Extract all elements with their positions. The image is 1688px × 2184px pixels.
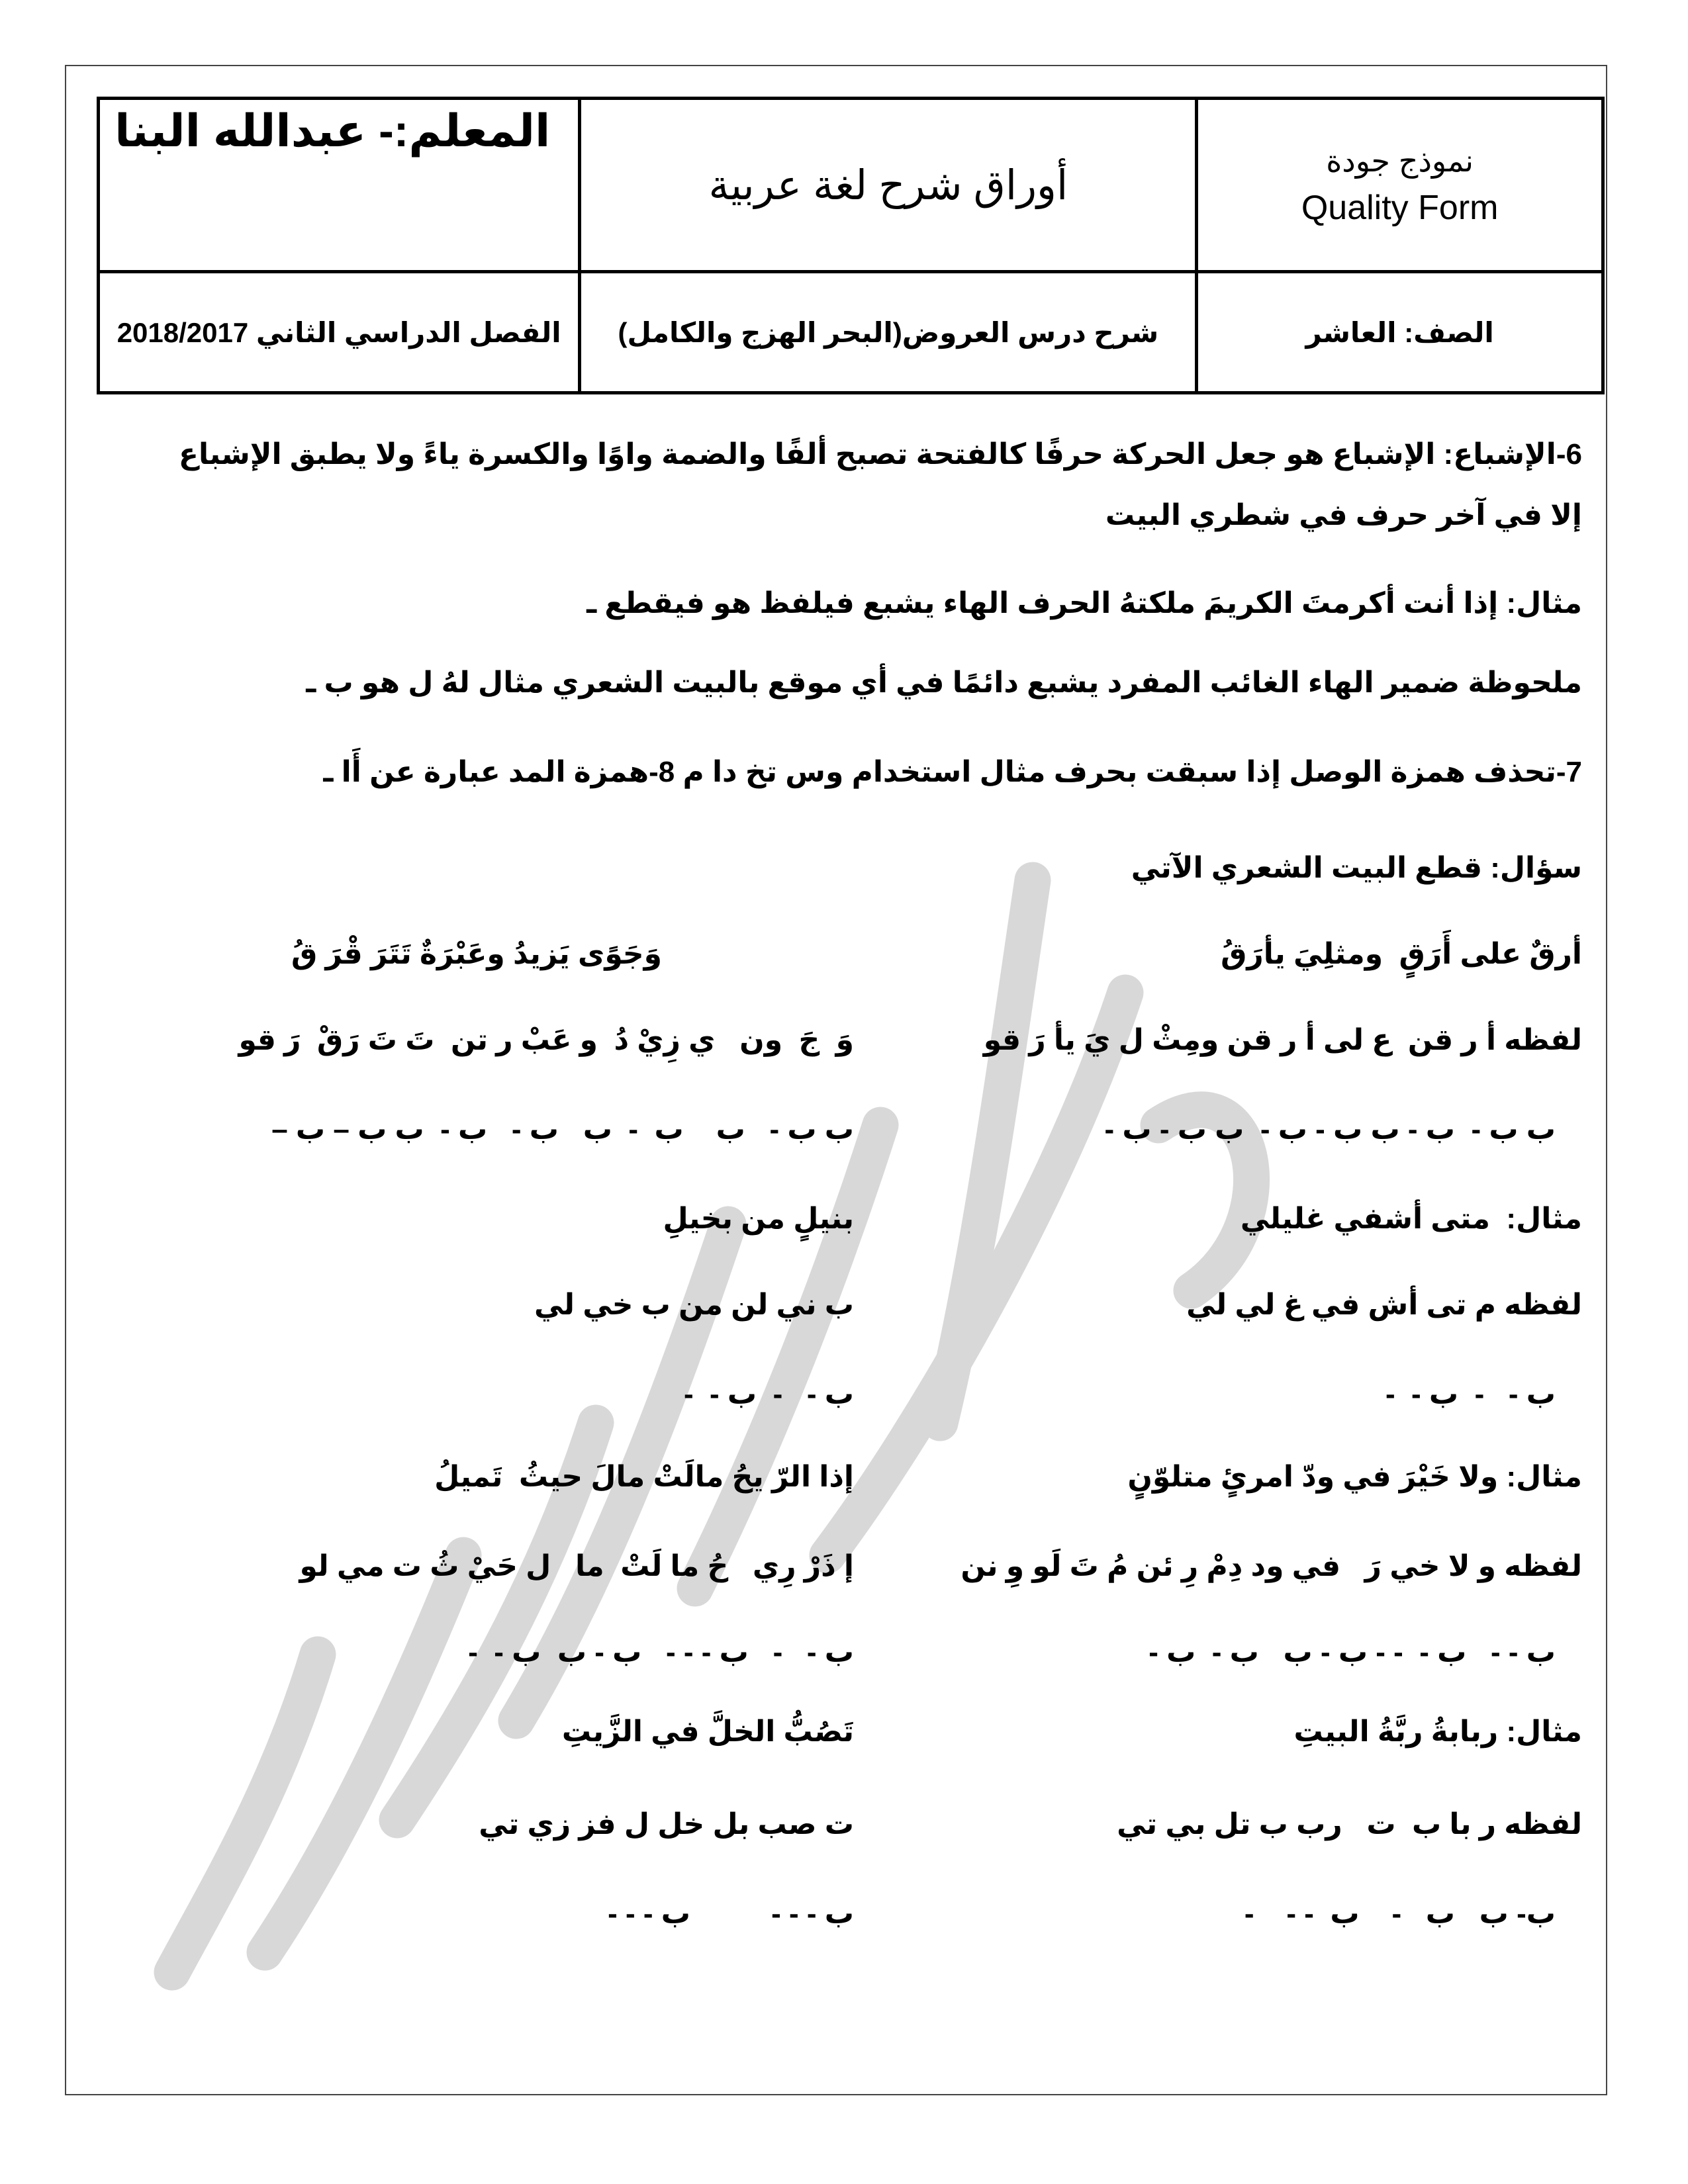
lesson-label: شرح درس العروض(البحر الهزج والكامل) — [580, 272, 1197, 393]
verse-2-scansion-right: ب - - ب - - — [1385, 1378, 1556, 1410]
rule-6-line-2: إلا في آخر حرف في شطري البيت — [1105, 499, 1582, 531]
verse-2-pronunciation-row — [99, 1287, 1582, 1377]
verse-3-scansion-row — [99, 1635, 1582, 1714]
verse-1-row — [99, 936, 1582, 1023]
quality-form-arabic: نموذج جودة — [1326, 143, 1474, 178]
verse-4-scansion-right: ب- ب ب - ب - - - — [1244, 1897, 1556, 1930]
quality-form-english: Quality Form — [1301, 188, 1499, 227]
verse-4-pronunciation-left: ت صب بل خل ل فز زي تي — [479, 1808, 854, 1841]
verse-3-pronunciation-left: إ ذَرْ رِي حُ ما لَتْ ما ل حَيْ ثُ ت مي لو — [299, 1550, 854, 1582]
question-row — [99, 850, 1582, 936]
verse-4-scansion-row — [99, 1896, 1582, 1976]
grade-label: الصف: العاشر — [1197, 272, 1603, 393]
verse-2-scansion-left: ب - - ب - - — [683, 1378, 854, 1410]
verse-3-scansion-right: ب - - ب - - - ب - ب ب - ب - — [1149, 1636, 1556, 1668]
verse-2-pronunciation-left: ب ني لن من ب خي لي — [534, 1289, 854, 1321]
verse-1-pronunciation-row — [99, 1023, 1582, 1112]
verse-4-second-hemistich: تَصُبُّ الخلَّ في الزَّيتِ — [561, 1715, 854, 1748]
header-table — [97, 97, 1605, 394]
quality-form-cell — [1197, 99, 1603, 272]
note-row — [99, 665, 1582, 754]
teacher-name: المعلم:- عبدالله البنا — [99, 99, 580, 272]
rule-6-line-1: 6-الإشباع: الإشباع هو جعل الحركة حرفًا كالفتحة تصبح ألفًا والضمة واوًا والكسرة ياءً ولا يطبق الإشباع — [178, 438, 1582, 471]
rule-7: 7-تحذف همزة الوصل إذا سبقت بحرف مثال استخدام وس تخ دا م 8-همزة المد عبارة عن أَا ـ — [323, 756, 1582, 788]
verse-4-pronunciation-row — [99, 1807, 1582, 1896]
example-1-row — [99, 586, 1582, 665]
document-title: أوراق شرح لغة عربية — [708, 163, 1068, 208]
verse-4-row — [99, 1714, 1582, 1807]
verse-2-pronunciation-right: لفظه م تى أش في غ لي لي — [1186, 1289, 1582, 1321]
verse-4-first-hemistich: مثال: ربابةُ ربَّةُ البيتِ — [1293, 1715, 1582, 1748]
rule-6-row-1 — [99, 437, 1582, 498]
verse-3-row — [99, 1459, 1582, 1549]
verse-4-scansion-left: ب - - - ب - - - — [608, 1897, 854, 1930]
verse-4-pronunciation-right: لفظه ر با ب ت رب ب تل بي تي — [1117, 1808, 1582, 1841]
verse-2-row — [99, 1201, 1582, 1287]
verse-3-first-hemistich: مثال: ولا خَيْرَ في ودّ امرئٍ متلوّنٍ — [1127, 1461, 1582, 1493]
verse-1-scansion-right: ب ب - ب - ب ب - ب - ب ب - ب - — [1104, 1113, 1556, 1146]
verse-3-scansion-left: ب - - ب - - - ب - ب ب - - — [468, 1636, 854, 1668]
title-cell — [580, 99, 1197, 272]
verse-1-scansion-left: ب ب - ب ب - ب ب - ب - ب ب – ب – — [271, 1113, 854, 1146]
verse-1-pronunciation-left: وَ جَ ون ي زِيْ دُ و عَبْ ر تن تَ تَ رَقْ رَ قو — [238, 1024, 854, 1056]
rule-6-row-2 — [99, 498, 1582, 586]
note: ملحوظة ضمير الهاء الغائب المفرد يشبع دائمًا في أي موقع بالبيت الشعري مثال لهُ ل هو ب ـ — [306, 666, 1582, 699]
term-label: الفصل الدراسي الثاني 2018/2017 — [99, 272, 580, 393]
verse-2-first-hemistich: مثال: متى أشفي غليلي — [1240, 1203, 1582, 1235]
example-1: مثال: إذا أنت أكرمتَ الكريمَ ملكتهُ الحرف الهاء يشبع فيلفظ هو فيقطع ـ — [586, 587, 1582, 619]
rule-7-row — [99, 754, 1582, 850]
verse-1-pronunciation-right: لفظه أ ر قن ع لى أ ر قن ومِثْ ل يَ يأ رَ قو — [983, 1024, 1582, 1056]
verse-1-scansion-row — [99, 1112, 1582, 1201]
verse-1-first-hemistich: أرقٌ على أَرَقٍ ومثلِيَ يأرَقُ — [1221, 938, 1582, 970]
verse-2-second-hemistich: بنيلٍ من بخيلِ — [663, 1203, 854, 1235]
question: سؤال: قطع البيت الشعري الآتي — [1131, 852, 1582, 884]
verse-1-second-hemistich: وَجَوًى يَزيدُ وعَبْرَةٌ تَتَرَ قْرَ قُ — [291, 938, 662, 970]
verse-3-pronunciation-row — [99, 1549, 1582, 1635]
document-body — [99, 437, 1582, 1976]
verse-3-pronunciation-right: لفظه و لا خي رَ في ود دِمْ رِ ئن مُ تَ لَو وِ نن — [961, 1550, 1582, 1582]
verse-2-scansion-row — [99, 1377, 1582, 1459]
verse-3-second-hemistich: إذا الرّ يحُ مالَتْ مالَ حيثُ تَميلُ — [434, 1461, 854, 1493]
